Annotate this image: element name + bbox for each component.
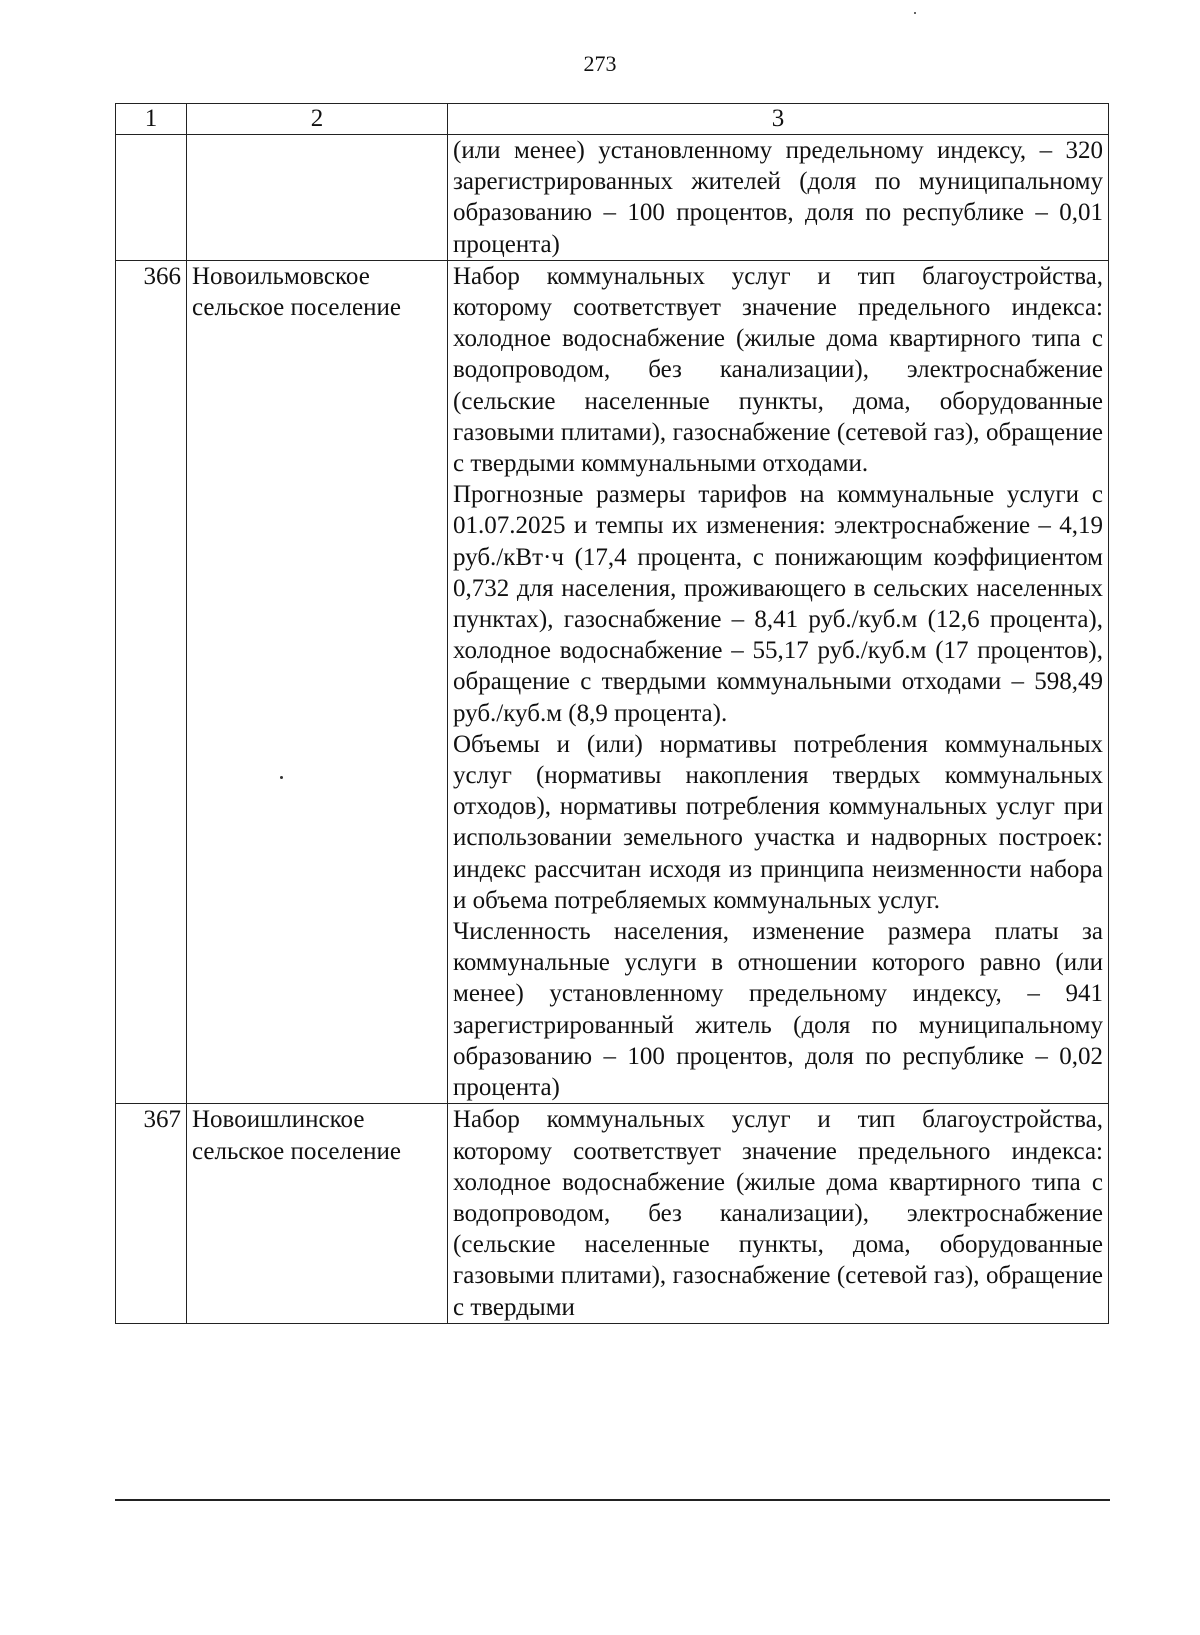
description-paragraph: Набор коммунальных услуг и тип благоустройства, которому соответствует значение предельного индекса: холодное водоснабжение (жилые дома квартирного типа с водопроводом, без канализации), электроснабжение (сельские населенные пункты, дома, оборудованные газовыми плитами), газоснабжение (сетевой газ), обращение с твердыми — [453, 1106, 1103, 1321]
description-paragraph: Численность населения, изменение размера платы за коммунальные услуги в отношении которого равно (или менее) установленному предельному индексу, – 941 зарегистрированный житель (доля по муниципальному образованию – 100 процентов, доля по республике – 0,02 процента) — [453, 918, 1103, 1102]
table-header-row — [116, 104, 1109, 135]
table-row — [116, 135, 1109, 261]
scan-speck — [914, 12, 916, 14]
table-row — [116, 260, 1109, 1103]
row-number — [116, 135, 187, 261]
row-number: 366 — [116, 260, 187, 1103]
header-col-1: 1 — [116, 104, 187, 135]
description-paragraph: Прогнозные размеры тарифов на коммунальные услуги с 01.07.2025 и темпы их изменения: электроснабжение – 4,19 руб./кВт·ч (17,4 процента, с понижающим коэффициентом 0,732 для населения, проживающего в сельских населенных пунктах), газоснабжение – 8,41 руб./куб.м (12,6 процента), холодное водоснабжение – 55,17 руб./куб.м (17 процентов), обращение с твердыми коммунальными отходами – 598,49 руб./куб.м (8,9 процента). — [453, 481, 1103, 727]
header-col-3: 3 — [448, 104, 1109, 135]
tariff-table — [115, 103, 1109, 1324]
scan-speck — [280, 776, 283, 779]
row-number: 367 — [116, 1104, 187, 1323]
description-cell — [448, 260, 1109, 1103]
description-cell — [448, 1104, 1109, 1323]
description-paragraph: Набор коммунальных услуг и тип благоустройства, которому соответствует значение предельного индекса: холодное водоснабжение (жилые дома квартирного типа с водопроводом, без канализации), электроснабжение (сельские населенные пункты, дома, оборудованные газовыми плитами), газоснабжение (сетевой газ), обращение с твердыми коммунальными отходами. — [453, 262, 1103, 478]
description-paragraph: (или менее) установленному предельному индексу, – 320 зарегистрированных жителей (доля по муниципальному образованию – 100 процентов, доля по республике – 0,01 процента) — [453, 137, 1103, 258]
table-bottom-border — [115, 1499, 1110, 1501]
page-number: 273 — [583, 51, 617, 76]
description-paragraph: Объемы и (или) нормативы потребления коммунальных услуг (нормативы накопления твердых коммунальных отходов), нормативы потребления коммунальных услуг при использовании земельного участка и надворных построек: индекс рассчитан исходя из принципа неизменности набора и объема потребляемых коммунальных услуг. — [453, 730, 1103, 914]
settlement-name — [187, 135, 448, 261]
table-row — [116, 1104, 1109, 1323]
settlement-name: Новоишлинское сельское поселение — [187, 1104, 448, 1323]
settlement-name: Новоильмовское сельское поселение — [187, 260, 448, 1103]
header-col-2: 2 — [187, 104, 448, 135]
description-cell — [448, 135, 1109, 261]
